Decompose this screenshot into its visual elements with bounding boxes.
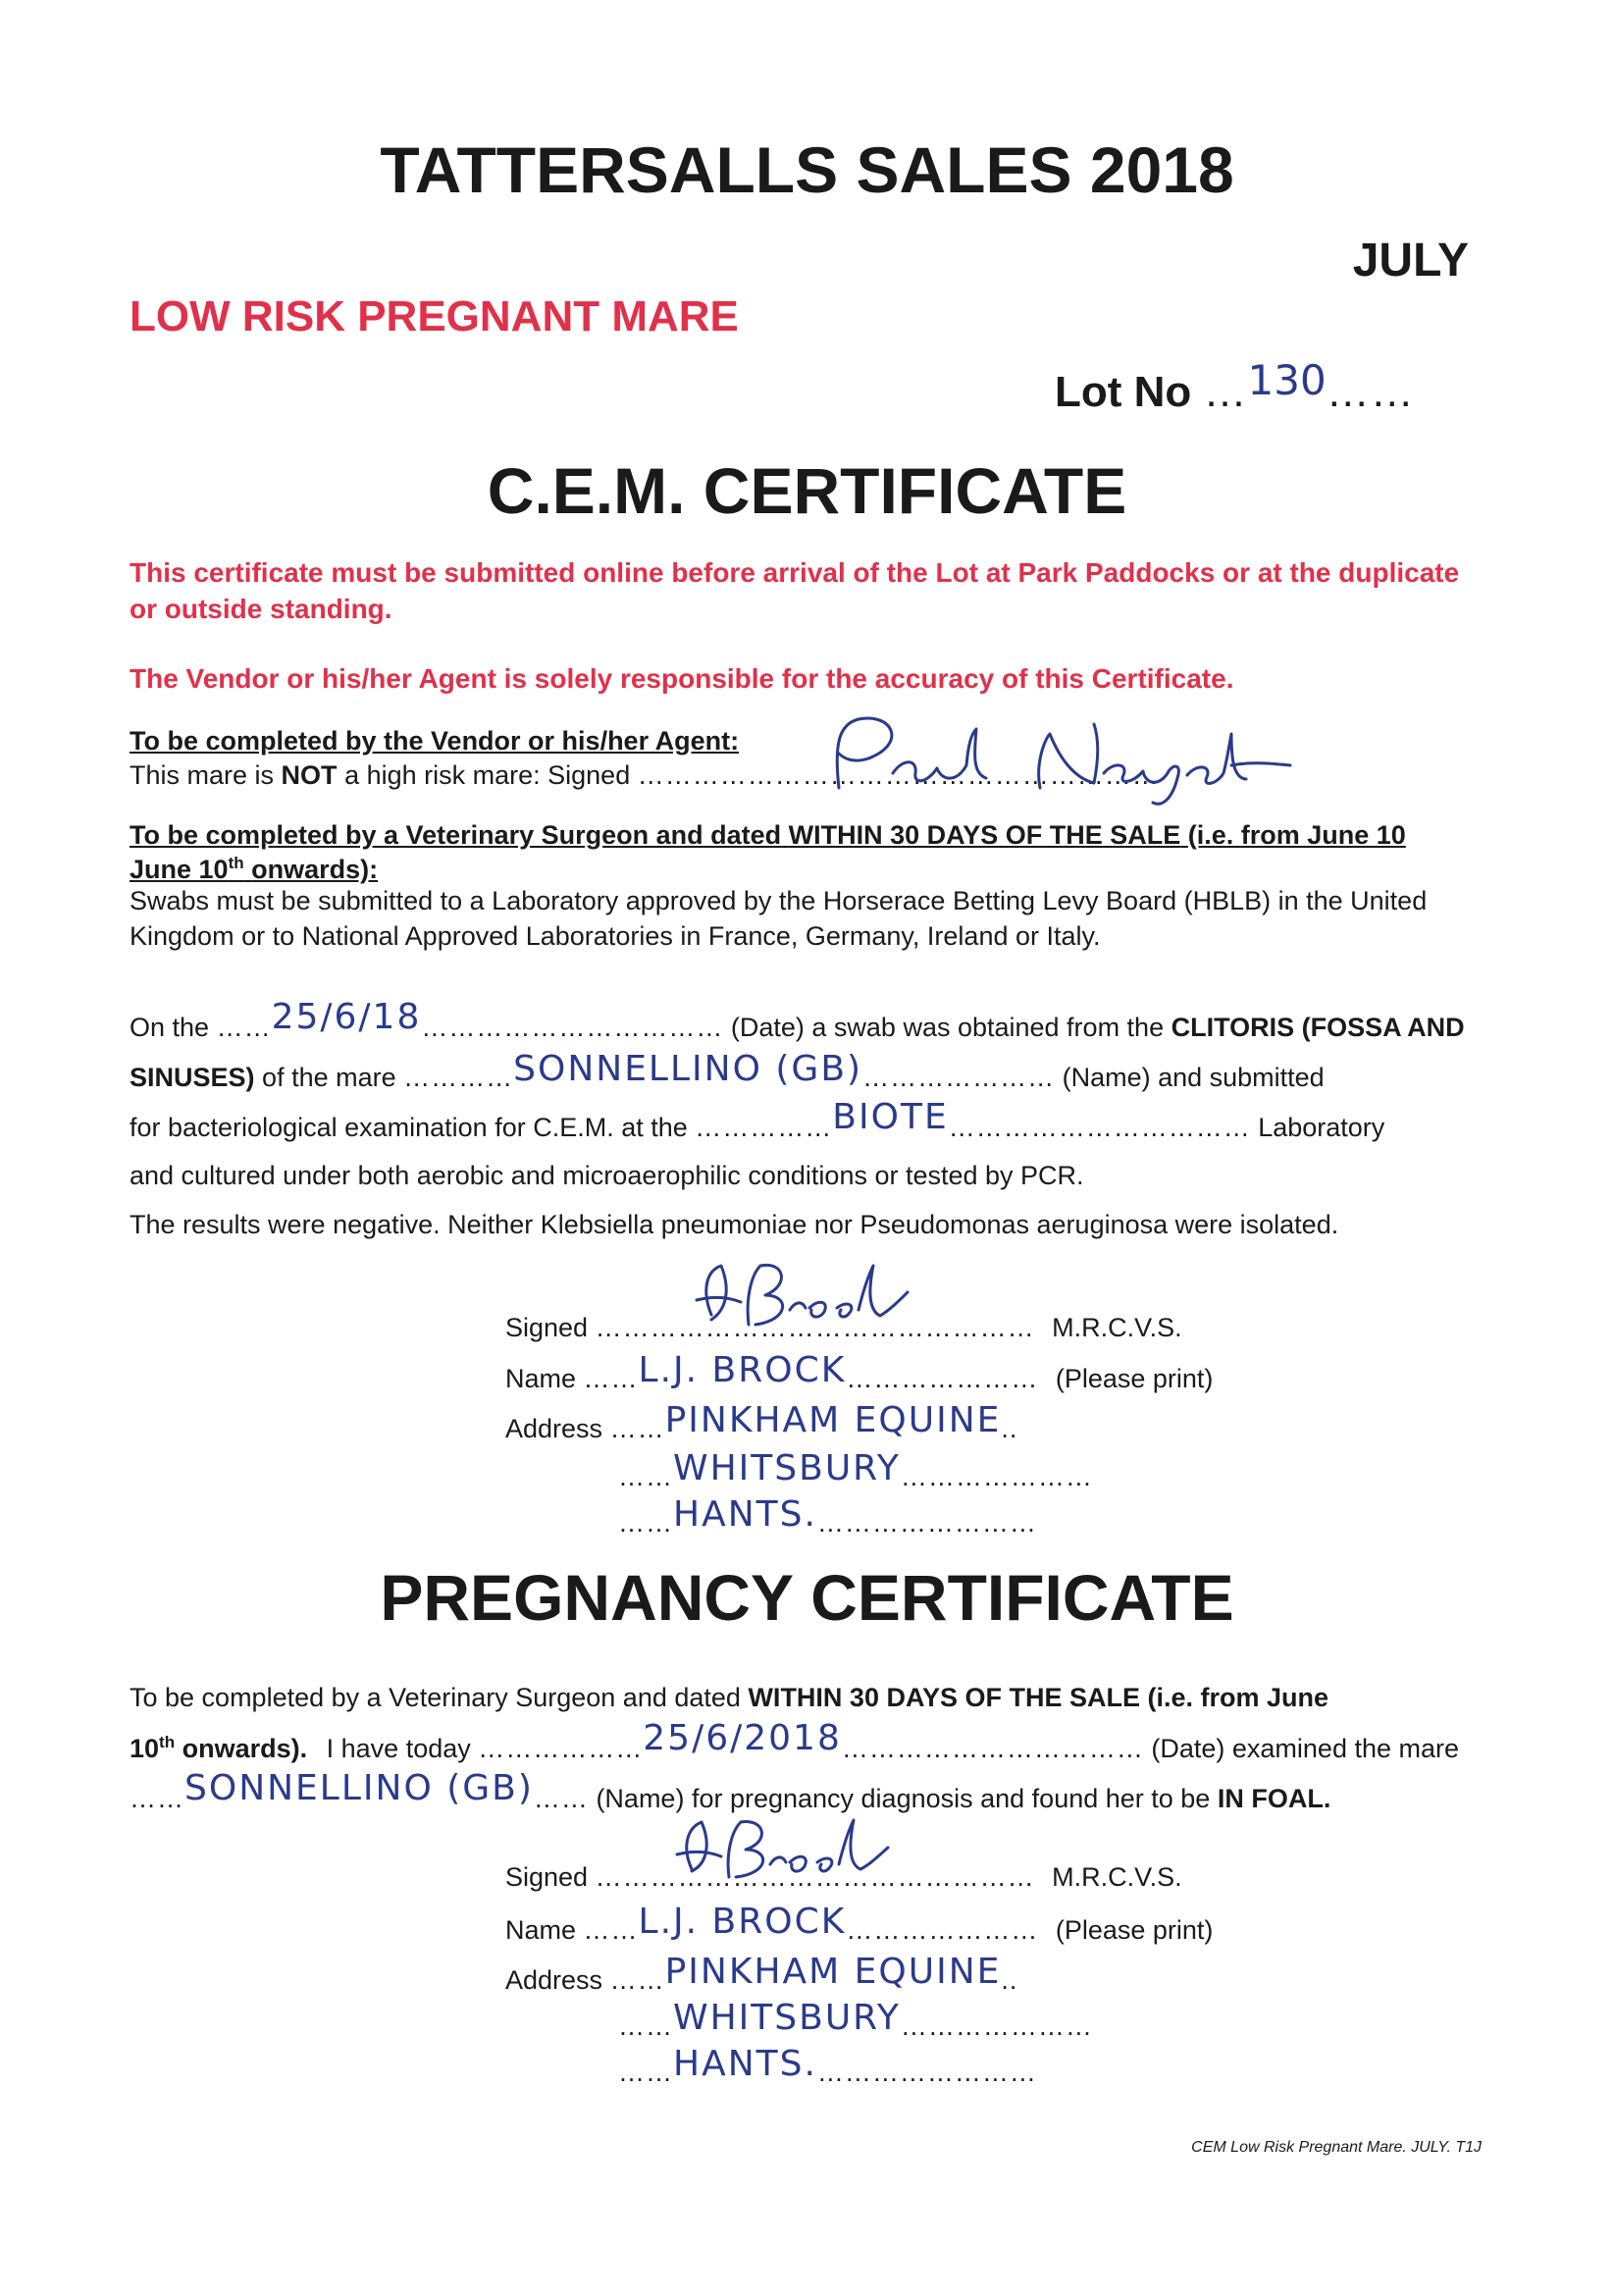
examined-the-mare-text: (Date) examined the mare — [1151, 1734, 1460, 1763]
vendor-declaration: This mare is NOT a high risk mare: Signed ………………………………………………… — [130, 760, 1160, 790]
onwards-label: onwards): — [251, 855, 379, 884]
swab-date-line: On the ……25/6/18…………………………… (Date) a swab was obtained from the CLITORIS (FOSSA AND — [130, 997, 1465, 1042]
pregnancy-mare-line: ……SONNELLINO (GB)…… (Name) for pregnancy diagnosis and found her to be IN FOAL. — [130, 1768, 1331, 1813]
preg-vet-signature — [652, 1810, 908, 1889]
cem-address-label: Address — [505, 1414, 603, 1443]
preg-name-line: Name ……L.J. BROCK………………… (Please print) — [505, 1902, 1214, 1945]
bacteriological-text: for bacteriological examination for C.E.M. at the — [130, 1113, 688, 1142]
preg-address-label: Address — [505, 1965, 603, 1995]
mare-name-line: SINUSES) of the mare …………SONNELLINO (GB)………………… (Name) and submitted — [130, 1049, 1325, 1092]
vet-section-heading — [130, 817, 1406, 853]
preg-mrcvs-label: M.R.C.V.S. — [1052, 1862, 1182, 1892]
responsibility-notice: The Vendor or his/her Agent is solely responsible for the accuracy of this Certificate. — [130, 663, 1234, 694]
cem-please-print: (Please print) — [1055, 1364, 1214, 1393]
swabs-requirement: Swabs must be submitted to a Laboratory approved by the Horserace Betting Levy Board (HBLB) in the United Kingdom or to National Approved Laboratories in France, Germany, Ireland or Italy. — [130, 886, 1428, 951]
preg-vet-name-value: L.J. BROCK — [638, 1902, 847, 1942]
vet-heading-text: To be completed by a Veterinary Surgeon and dated — [130, 820, 782, 850]
in-foal-emphasis: IN FOAL. — [1217, 1784, 1331, 1813]
preg-address-2-value: WHITSBURY — [673, 1998, 901, 2038]
cem-mare-name-value: SONNELLINO (GB) — [513, 1049, 863, 1089]
vet-heading-range: (i.e. from June 10 — [1187, 820, 1406, 850]
vendor-signed-label: a high risk mare: Signed — [344, 760, 631, 790]
cem-mrcvs-label: M.R.C.V.S. — [1052, 1313, 1182, 1342]
name-submitted-text: (Name) and submitted — [1062, 1063, 1325, 1092]
cem-signed-line: Signed ………………………………………… M.R.C.V.S. — [505, 1313, 1182, 1342]
th-superscript: th — [228, 854, 244, 872]
cem-address-line-1: Address ……PINKHAM EQUINE.. — [505, 1400, 1018, 1443]
cem-name-label: Name — [505, 1364, 577, 1393]
preg-signed-line: Signed ………………………………………… M.R.C.V.S. — [505, 1862, 1182, 1892]
lot-label: Lot No — [1055, 368, 1192, 416]
pregnancy-onwards-label: onwards). — [182, 1734, 308, 1763]
culture-statement: and cultured under both aerobic and microaerophilic conditions or tested by PCR. — [130, 1161, 1084, 1190]
submission-notice: This certificate must be submitted online before arrival of the Lot at Park Paddocks or at the duplicate or outside standing. — [130, 557, 1460, 624]
pregnancy-intro-text: To be completed by a Veterinary Surgeon and dated — [130, 1683, 741, 1712]
month-label: JULY — [1352, 235, 1469, 287]
vet-heading-continued: June 10th onwards): — [130, 854, 379, 884]
on-the-label: On the — [130, 1013, 210, 1042]
cem-vet-signature — [672, 1251, 927, 1339]
cem-address-line-2: ……WHITSBURY………………… — [618, 1448, 1093, 1491]
clitoris-fossa-emphasis: CLITORIS (FOSSA AND — [1171, 1013, 1465, 1042]
preg-address-line-3: ……HANTS.…………………… — [618, 2044, 1037, 2087]
laboratory-label: Laboratory — [1258, 1113, 1385, 1142]
preg-name-label: Name — [505, 1915, 577, 1945]
vendor-signature — [800, 704, 1310, 812]
pregnancy-certificate-title: PREGNANCY CERTIFICATE — [380, 1561, 1234, 1634]
lot-value: 130 — [1247, 356, 1327, 404]
vendor-section-heading: To be completed by the Vendor or his/her Agent: — [130, 726, 740, 756]
swab-date-value: 25/6/18 — [271, 997, 422, 1037]
of-the-mare-label: of the mare — [262, 1063, 396, 1092]
cem-certificate-title: C.E.M. CERTIFICATE — [487, 454, 1127, 527]
preg-please-print: (Please print) — [1055, 1915, 1214, 1945]
category-label: LOW RISK PREGNANT MARE — [130, 292, 739, 340]
pregnancy-date-value: 25/6/2018 — [643, 1718, 842, 1758]
cem-vet-name-value: L.J. BROCK — [638, 1350, 847, 1390]
cem-name-line: Name ……L.J. BROCK………………… (Please print) — [505, 1350, 1214, 1393]
preg-signed-label: Signed — [505, 1862, 589, 1892]
pregnancy-intro-line — [130, 1680, 1328, 1715]
within-30-days-emphasis: WITHIN 30 DAYS OF THE SALE — [788, 820, 1181, 850]
not-emphasis: NOT — [281, 760, 338, 790]
sinuses-emphasis: SINUSES) — [130, 1063, 255, 1092]
preg-address-3-value: HANTS. — [673, 2044, 817, 2084]
cem-address-1-value: PINKHAM EQUINE — [664, 1400, 1002, 1440]
vendor-line-text: This mare is — [130, 760, 275, 790]
document-title: TATTERSALLS SALES 2018 — [380, 133, 1234, 206]
cem-address-2-value: WHITSBURY — [673, 1448, 901, 1488]
cem-signed-label: Signed — [505, 1313, 589, 1342]
results-statement: The results were negative. Neither Klebsiella pneumoniae nor Pseudomonas aeruginosa were isolated. — [130, 1210, 1339, 1239]
pregnancy-mare-name-value: SONNELLINO (GB) — [184, 1768, 534, 1808]
lot-number-field: Lot No …130…… — [1055, 356, 1415, 416]
cem-address-line-3: ……HANTS.…………………… — [618, 1494, 1037, 1538]
footer-code: CEM Low Risk Pregnant Mare. JULY. T1J — [1191, 2139, 1482, 2156]
pregnancy-diagnosis-text: (Name) for pregnancy diagnosis and found her to be — [596, 1784, 1211, 1813]
preg-address-line-1: Address ……PINKHAM EQUINE.. — [505, 1952, 1018, 1995]
pregnancy-th-superscript: th — [159, 1733, 176, 1751]
preg-address-line-2: ……WHITSBURY………………… — [618, 1998, 1093, 2041]
pregnancy-date-line: 10th onwards). I have today ………………25/6/2018…………………………… (Date) examined the mare — [130, 1718, 1460, 1763]
pregnancy-tenth-label: 10 — [130, 1734, 160, 1763]
preg-address-1-value: PINKHAM EQUINE — [664, 1952, 1002, 1992]
swab-obtained-text: (Date) a swab was obtained from the — [730, 1013, 1165, 1042]
cem-address-3-value: HANTS. — [673, 1494, 817, 1535]
laboratory-line: for bacteriological examination for C.E.M. at the ……………BIOTE…………………………… Laboratory — [130, 1097, 1385, 1142]
pregnancy-within-30-days: WITHIN 30 DAYS OF THE SALE (i.e. from June — [748, 1683, 1329, 1712]
i-have-today-label: I have today — [326, 1734, 471, 1763]
laboratory-value: BIOTE — [832, 1097, 949, 1137]
